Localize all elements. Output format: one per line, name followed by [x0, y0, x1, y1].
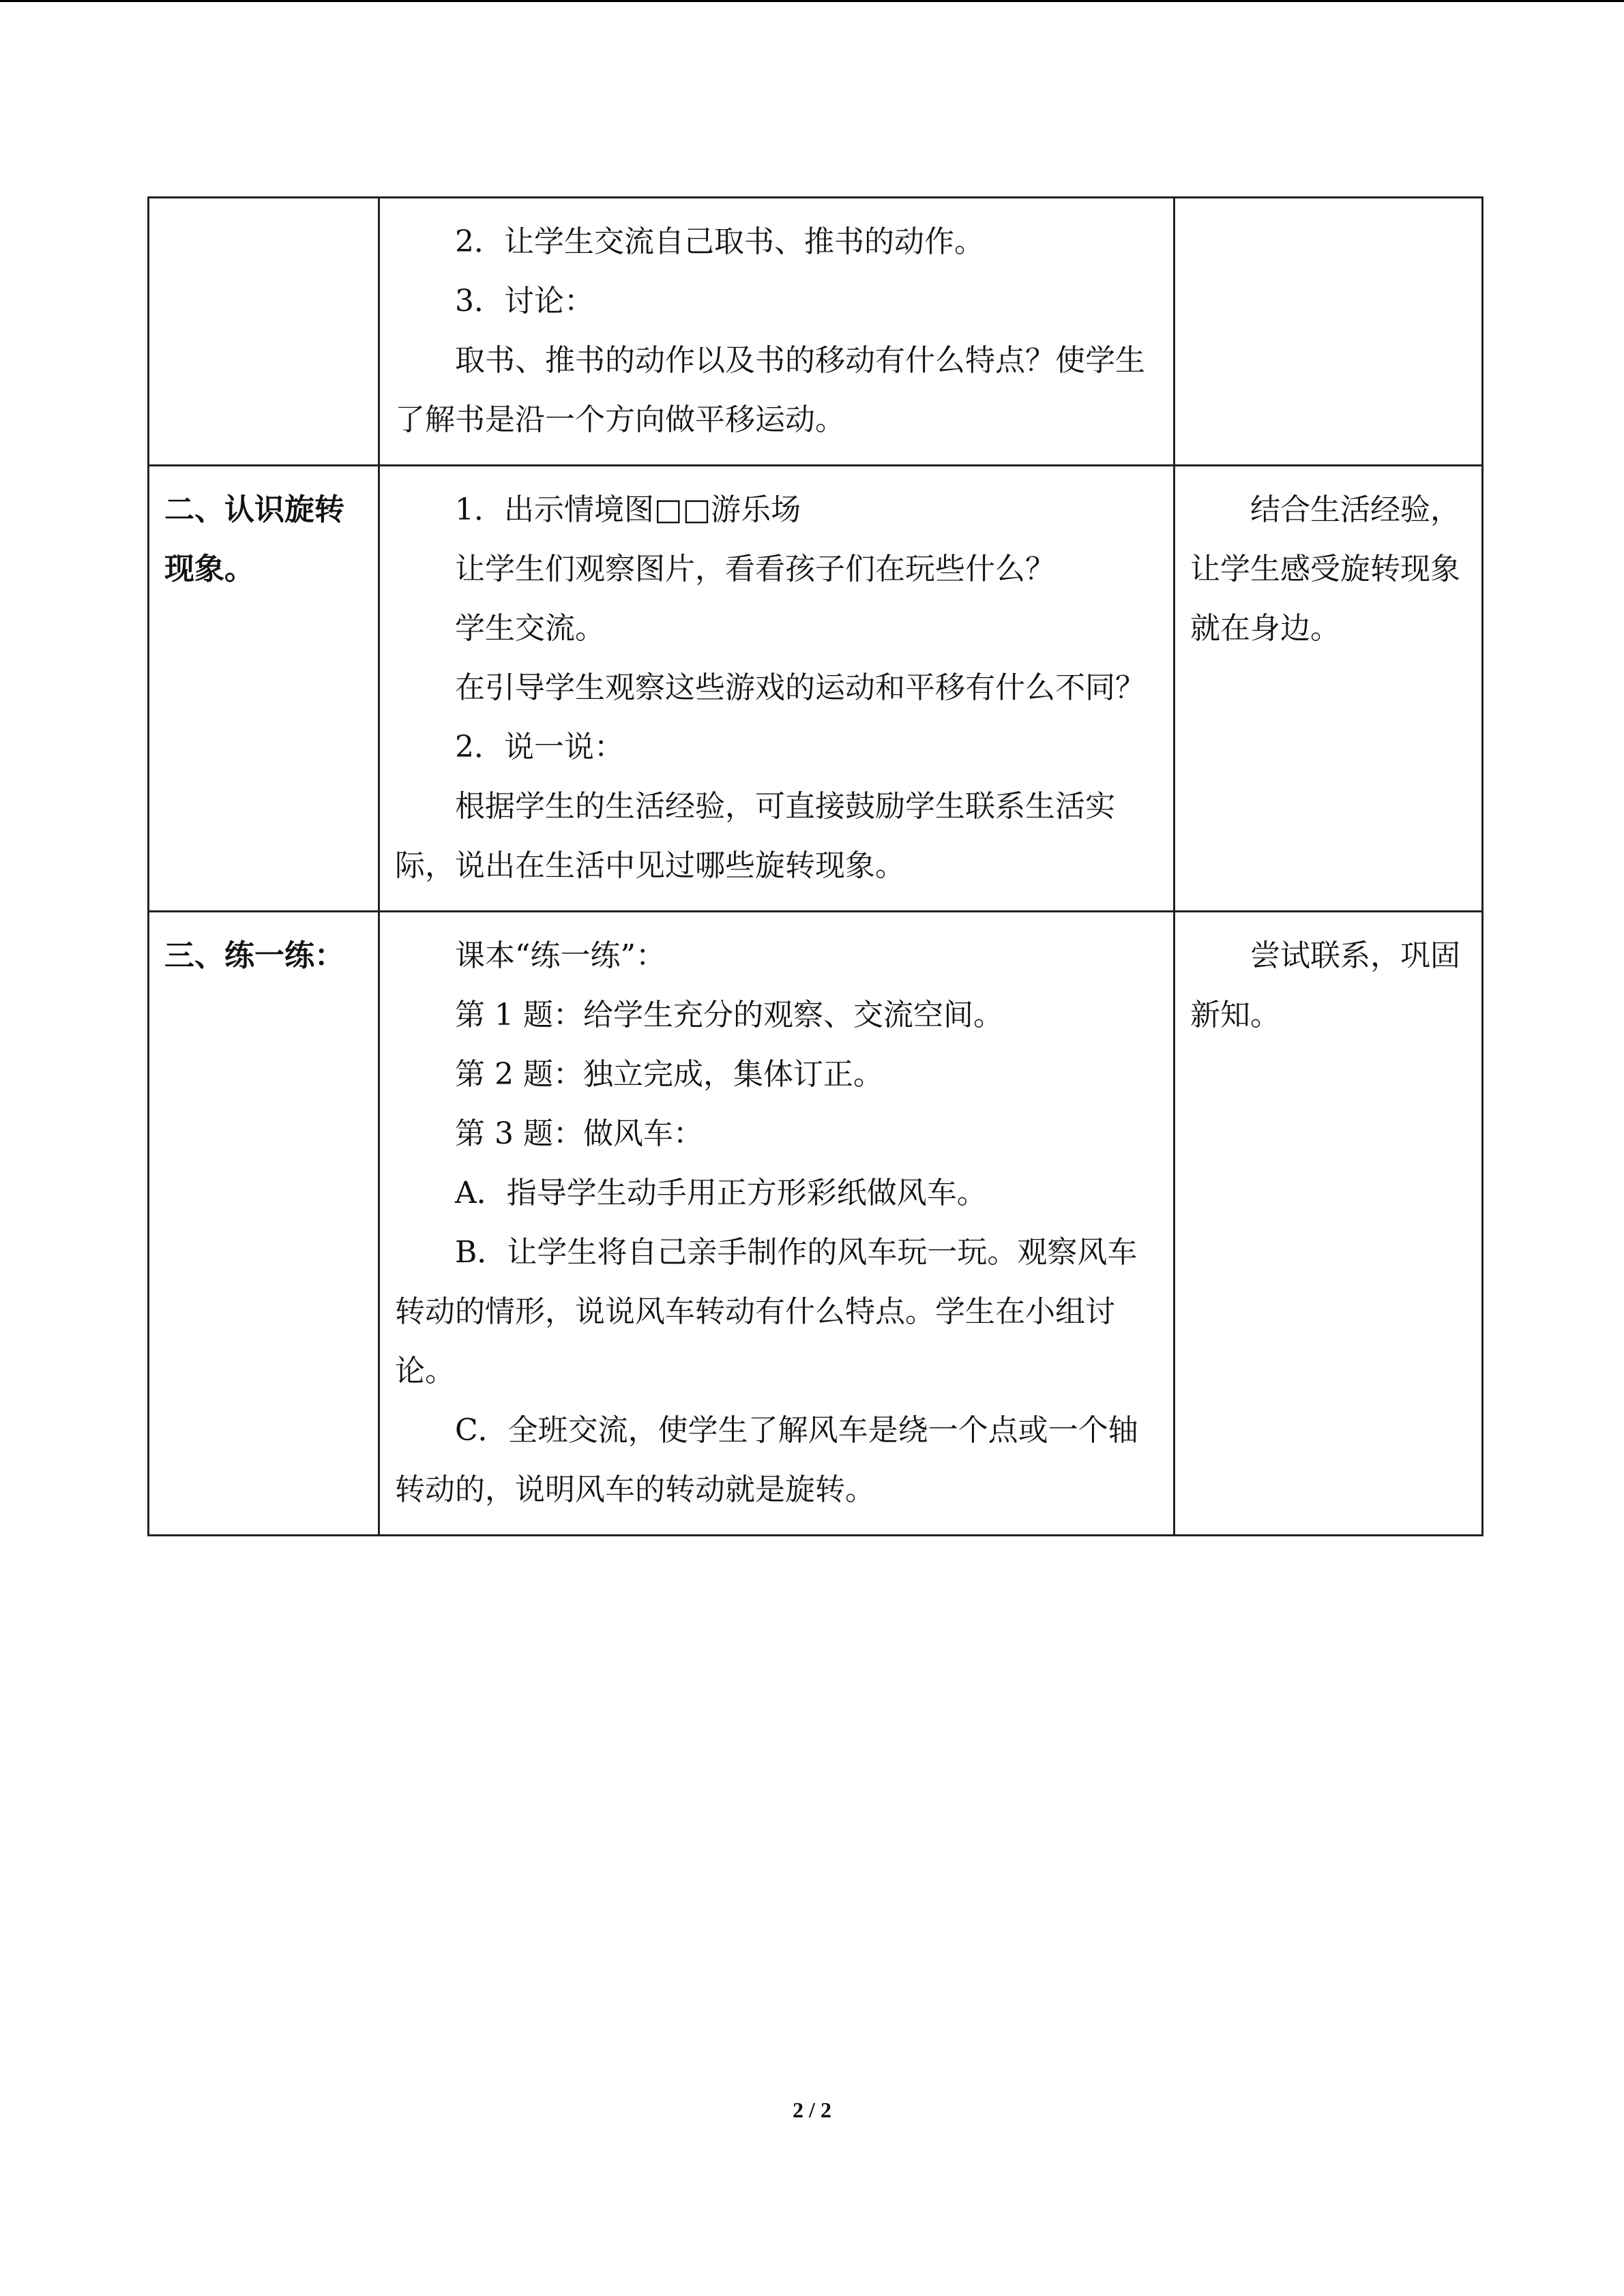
note-cell: [1175, 912, 1483, 1536]
note-cell: [1175, 466, 1483, 912]
section-title: 三、练一练：: [164, 938, 344, 973]
section-cell: [149, 912, 379, 1536]
content-cell: [379, 466, 1175, 912]
table-row: [149, 912, 1483, 1536]
content-paragraph: 在引导学生观察这些游戏的运动和平移有什么不同？: [455, 670, 1145, 705]
content-paragraph: A．指导学生动手用正方形彩纸做风车。: [455, 1176, 987, 1210]
content-paragraph: B．让学生将自己亲手制作的风车玩一玩。观察风车转动的情形，说说风车转动有什么特点。学生在小组讨论。: [395, 1235, 1138, 1388]
content-paragraph: 1．出示情境图□□游乐场: [455, 492, 801, 527]
lesson-plan-table: [147, 196, 1483, 1536]
note-text: 结合生活经验，让学生感受旋转现象就在身边。: [1190, 492, 1460, 646]
table-row: [149, 466, 1483, 912]
section-cell: [149, 466, 379, 912]
content-paragraph: 第 1 题：给学生充分的观察、交流空间。: [455, 998, 1003, 1032]
content-paragraph: 2．让学生交流自己取书、推书的动作。: [455, 224, 984, 259]
page-top-border: [0, 0, 1624, 2]
content-paragraph: 2．说一说：: [455, 730, 624, 764]
table-row: [149, 198, 1483, 466]
content-paragraph: 根据学生的生活经验，可直接鼓励学生联系生活实际，说出在生活中见过哪些旋转现象。: [395, 789, 1115, 883]
page-number: 2 / 2: [793, 2098, 831, 2122]
content-paragraph: C．全班交流，使学生了解风车是绕一个点或一个轴转动的，说明风车的转动就是旋转。: [395, 1413, 1138, 1507]
content-paragraph: 让学生们观察图片，看看孩子们在玩些什么？: [455, 552, 1055, 586]
note-text: 尝试联系，巩固新知。: [1190, 938, 1460, 1032]
note-cell: [1175, 198, 1483, 466]
content-paragraph: 第 3 题：做风车：: [455, 1116, 703, 1151]
section-cell: [149, 198, 379, 466]
content-cell: [379, 198, 1175, 466]
section-title: 二、认识旋转现象。: [164, 492, 344, 586]
content-paragraph: 第 2 题：独立完成，集体订正。: [455, 1057, 883, 1092]
content-cell: [379, 912, 1175, 1536]
content-paragraph: 学生交流。: [455, 611, 605, 646]
content-paragraph: 取书、推书的动作以及书的移动有什么特点？使学生了解书是沿一个方向做平移运动。: [395, 343, 1145, 437]
content-paragraph: 3．讨论：: [455, 284, 594, 318]
content-paragraph: 课本“练一练”：: [455, 938, 666, 973]
